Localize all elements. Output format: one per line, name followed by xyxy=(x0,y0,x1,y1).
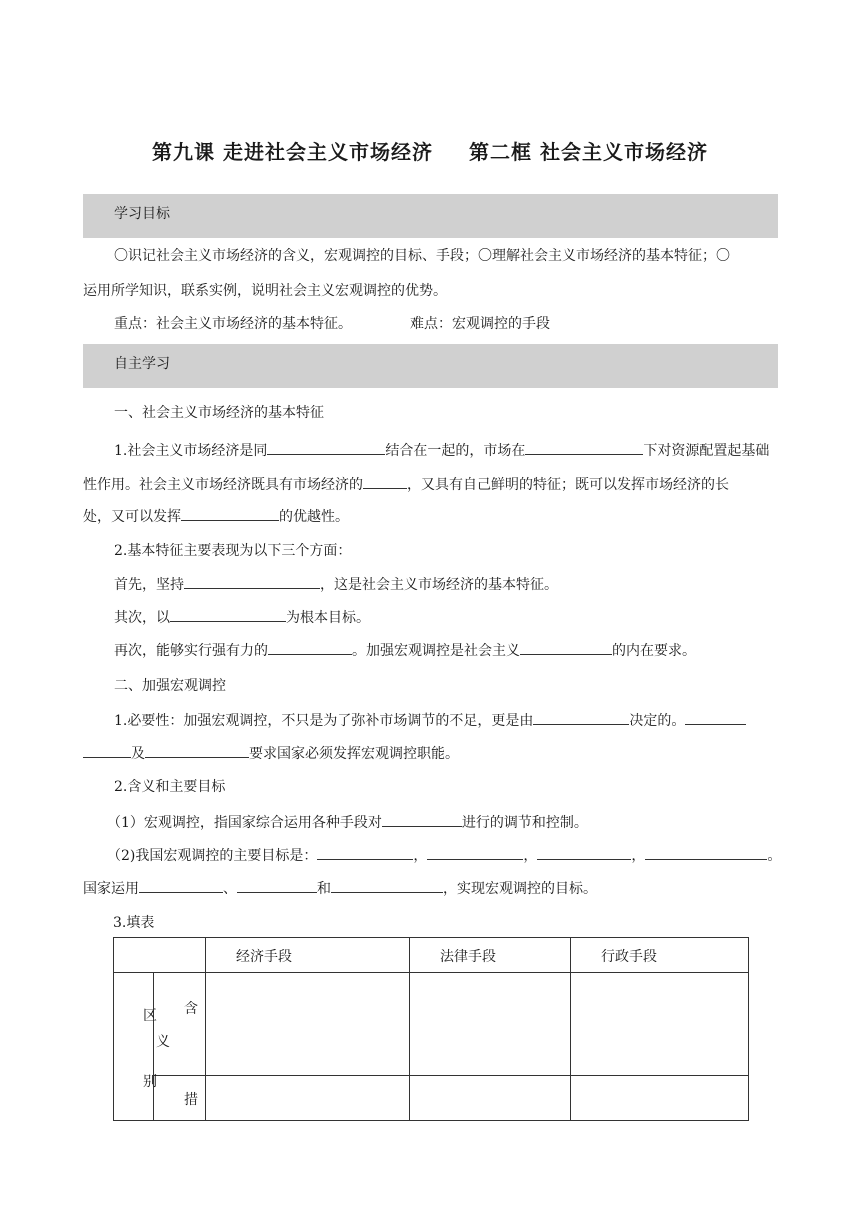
first-line: 首先，坚持 ，这是社会主义市场经济的基本特征。 xyxy=(83,574,809,595)
key-points-line xyxy=(83,314,809,334)
table-header-legal: 法律手段 xyxy=(410,938,571,973)
table-header-administrative: 行政手段 xyxy=(571,938,749,973)
goals-line-2: 运用所学知识，联系实例，说明社会主义宏观调控的优势。 xyxy=(83,283,447,299)
fill-blank[interactable] xyxy=(331,878,443,893)
fill-blank[interactable] xyxy=(427,845,523,860)
necessity-line2: 及 要求国家必须发挥宏观调控职能。 xyxy=(83,743,778,764)
fill-blank[interactable] xyxy=(533,710,629,725)
third-line: 再次，能够实行强有力的 。加强宏观调控是社会主义 的内在要求。 xyxy=(83,640,809,661)
row-label-char-2: 义 xyxy=(156,1034,170,1050)
row-label-meaning xyxy=(154,973,206,1076)
page-title xyxy=(0,136,860,165)
section-header-goals xyxy=(83,194,778,238)
fill-blank[interactable] xyxy=(363,474,407,489)
fill-blank[interactable] xyxy=(184,574,320,589)
para1-line3: 处，又可以发挥 的优越性。 xyxy=(83,506,778,527)
part2-heading: 二、加强宏观调控 xyxy=(114,678,226,694)
fill-blank[interactable] xyxy=(520,640,612,655)
para1-line2: 性作用。社会主义市场经济既具有市场经济的 ，又具有自己鲜明的特征；既可以发挥市场经济的长 xyxy=(83,474,778,495)
table-header-economic: 经济手段 xyxy=(206,938,410,973)
fill-blank[interactable] xyxy=(685,710,746,725)
meaning-line3: 国家运用 、 和 ，实现宏观调控的目标。 xyxy=(83,878,778,899)
lesson-title: 第九课 走进社会主义市场经济 xyxy=(152,140,433,164)
meaning-line2: （2)我国宏观调控的主要目标是： ， ， ， 。 xyxy=(83,845,802,866)
fill-blank[interactable] xyxy=(525,440,643,455)
goals-line-1: 〇识记社会主义市场经济的含义，宏观调控的目标、手段；〇理解社会主义市场经济的基本特征；〇 xyxy=(114,248,730,264)
fill-blank[interactable] xyxy=(181,506,279,521)
row-label-char-1: 含 xyxy=(184,1001,198,1017)
table-cell[interactable] xyxy=(206,1076,410,1121)
part1-heading: 一、社会主义市场经济的基本特征 xyxy=(114,405,324,421)
section-header-self-study xyxy=(83,344,778,388)
frame-title: 第二框 社会主义市场经济 xyxy=(469,140,708,164)
row-group-char-2: 别 xyxy=(143,1074,157,1090)
section-header-self-study-label: 自主学习 xyxy=(114,356,170,372)
table-cell[interactable] xyxy=(571,973,749,1076)
meaning-heading: 2.含义和主要目标 xyxy=(114,779,226,795)
row-label-char-3: 措 xyxy=(184,1092,198,1108)
table-cell[interactable] xyxy=(571,1076,749,1121)
table-cell[interactable] xyxy=(410,1076,571,1121)
table-cell[interactable] xyxy=(410,973,571,1076)
comparison-table xyxy=(113,937,749,1121)
fill-blank[interactable] xyxy=(267,440,385,455)
fill-blank[interactable] xyxy=(145,743,249,758)
fill-blank[interactable] xyxy=(139,878,223,893)
second-line: 其次，以 为根本目标。 xyxy=(83,607,809,628)
fill-blank[interactable] xyxy=(537,845,631,860)
row-group-label xyxy=(114,973,154,1121)
necessity-line1: 1.必要性：加强宏观调控，不只是为了弥补市场调节的不足，更是由 决定的。 xyxy=(83,710,809,731)
meaning-line1: （1）宏观调控，指国家综合运用各种手段对 进行的调节和控制。 xyxy=(83,812,802,833)
fill-blank[interactable] xyxy=(237,878,317,893)
difficulty-point: 难点：宏观调控的手段 xyxy=(410,316,550,332)
table-corner-cell xyxy=(114,938,206,973)
key-point: 重点：社会主义市场经济的基本特征。 xyxy=(114,316,352,332)
para1-line1: 1.社会主义市场经济是同 结合在一起的，市场在 下对资源配置起基础 xyxy=(83,440,809,461)
fill-blank[interactable] xyxy=(382,812,462,827)
fill-blank[interactable] xyxy=(170,607,286,622)
section-header-goals-label: 学习目标 xyxy=(114,206,170,222)
fill-blank[interactable] xyxy=(645,845,767,860)
row-group-char-1: 区 xyxy=(143,1008,157,1024)
fill-blank[interactable] xyxy=(83,743,131,758)
fill-table-heading: 3.填表 xyxy=(113,915,155,931)
fill-blank[interactable] xyxy=(317,845,413,860)
table-cell[interactable] xyxy=(206,973,410,1076)
para2-line: 2.基本特征主要表现为以下三个方面： xyxy=(114,543,352,559)
fill-blank[interactable] xyxy=(268,640,352,655)
